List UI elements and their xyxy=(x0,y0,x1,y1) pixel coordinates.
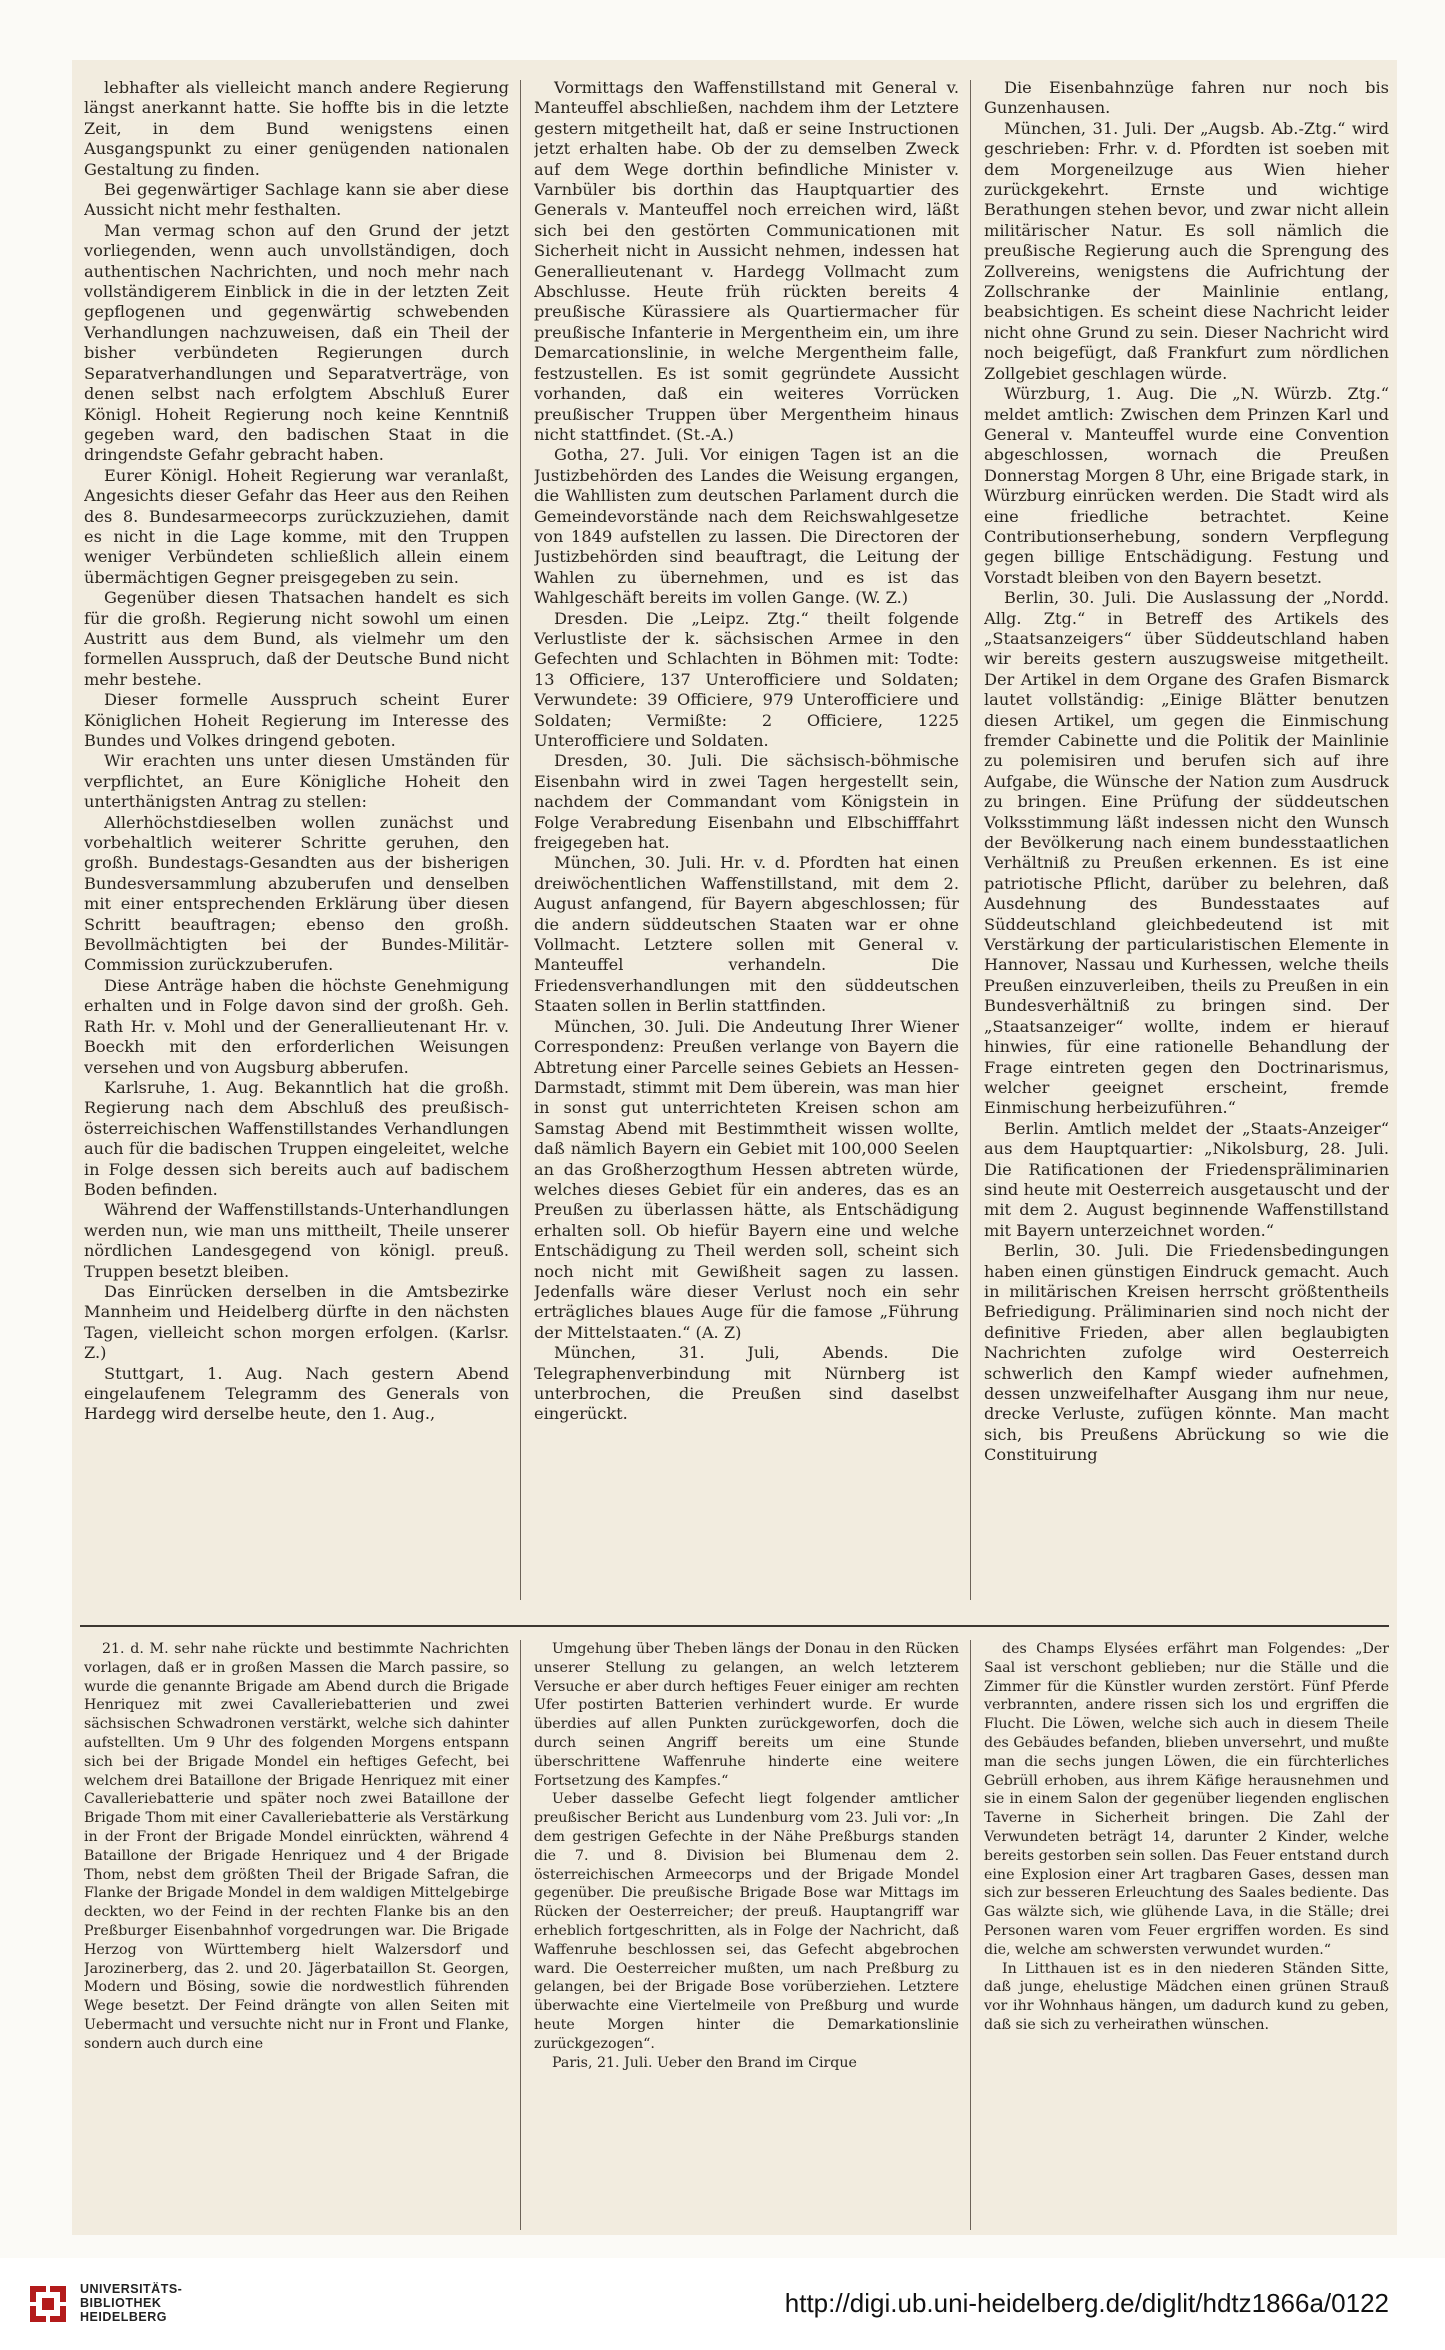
article-paragraph: Wir erachten uns unter diesen Umständen für verpflichtet, an Eure Königliche Hoheit den unterthänigsten Antrag zu stellen: xyxy=(84,751,509,812)
upper-column-1 xyxy=(84,78,509,1608)
newspaper-page xyxy=(72,60,1397,2235)
article-paragraph: München, 30. Juli. Hr. v. d. Pfordten hat einen dreiwöchentlichen Waffenstillstand, mit dem 2. August anfangend, für Bayern abgeschlossen; für die andern süddeutschen Staaten war er ohne Vollmacht. Letztere sollen mit General v. Manteuffel verhandeln. Die Friedensverhandlungen mit den süddeutschen Staaten sollen in Berlin stattfinden. xyxy=(534,853,959,1016)
article-paragraph: München, 31. Juli, Abends. Die Telegraphenverbindung mit Nürnberg ist unterbrochen, die Preußen sind daselbst eingerückt. xyxy=(534,1343,959,1424)
article-paragraph: Dresden. Die „Leipz. Ztg.“ theilt folgende Verlustliste der k. sächsischen Armee in den Gefechten und Schlachten in Böhmen mit: Todte: 13 Officiere, 137 Unterofficiere und Soldaten; Verwundete: 39 Officiere, 979 Unterofficiere und Soldaten; Vermißte: 2 Officiere, 1225 Unterofficiere und Soldaten. xyxy=(534,608,959,750)
upper-column-2 xyxy=(534,78,959,1608)
article-paragraph: Stuttgart, 1. Aug. Nach gestern Abend eingelaufenem Telegramm des Generals von Hardegg wird derselbe heute, den 1. Aug., xyxy=(84,1363,509,1424)
article-paragraph: Umgehung über Theben längs der Donau in den Rücken unserer Stellung zu gelangen, an welch letzterem Versuche er aber durch heftiges Feuer einiger am rechten Ufer postirten Batterien verhindert wurde. Er wurde überdies auf allen Punkten zurückgeworfen, doch die durch seinen Angriff bereits um eine Stunde überschrittene Waffenruhe hinderte eine weitere Fortsetzung des Kampfes.“ xyxy=(534,1641,959,1789)
library-name xyxy=(80,2282,182,2324)
column-divider xyxy=(520,1640,521,2230)
article-paragraph: Diese Anträge haben die höchste Genehmigung erhalten und in Folge davon sind der großh. Geh. Rath Hr. v. Mohl und der Generallieutenant Hr. v. Boeckh mit den erforderlichen Weisungen versehen und von Augsburg abberufen. xyxy=(84,975,509,1077)
article-paragraph: Berlin, 30. Juli. Die Friedensbedingungen haben einen günstigen Eindruck gemacht. Auch in militärischen Kreisen herrscht größtentheils Befriedigung. Präliminarien sind noch nicht der definitive Frieden, aber allen beglaubigten Nachrichten zufolge wird Oesterreich schwerlich den Kampf wieder aufnehmen, dessen unzweifelhafter Ausgang ihm nur neue, drecke Verluste, zufügen könnte. Man macht sich, bis Preußens Abrückung so wie die Constituirung xyxy=(984,1241,1389,1465)
upper-column-3 xyxy=(984,78,1389,1608)
article-paragraph: Man vermag schon auf den Grund der jetzt vorliegenden, wenn auch unvollständigen, doch authentischen Nachrichten, und noch mehr nach vollständigerem Einblick in die in der letzten Zeit gepflogenen und gegenwärtig schwebenden Verhandlungen nachzuweisen, daß ein Theil der bisher verbündeten Regierungen durch Separatverhandlungen und Separatverträge, von denen selbst nach erfolgtem Abschluß Eurer Königl. Hoheit Regierung noch keine Kenntniß gegeben ward, den badischen Staat in die dringendste Gefahr gebracht haben. xyxy=(84,220,509,465)
article-paragraph: Gegenüber diesen Thatsachen handelt es sich für die großh. Regierung nicht sowohl um einen Austritt aus dem Bund, als vielmehr um den formellen Ausspruch, daß der Deutsche Bund nicht mehr bestehe. xyxy=(84,588,509,689)
article-paragraph: Eurer Königl. Hoheit Regierung war veranlaßt, Angesichts dieser Gefahr das Heer aus den Reihen des 8. Bundesarmeecorps zurückzuziehen, damit es nicht in die Lage komme, mit den Truppen weniger Verbündeten schließlich allein einem übermächtigen Gegner preisgegeben zu sein. xyxy=(84,465,509,587)
library-name-line: BIBLIOTHEK xyxy=(80,2296,162,2310)
article-paragraph: Ueber dasselbe Gefecht liegt folgender amtlicher preußischer Bericht aus Lundenburg vom 23. Juli vor: „In dem gestrigen Gefechte in der Nähe Preßburgs standen die 7. und 8. Division bei Blumenau dem 2. österreichischen Armeecorps und der Brigade Mondel gegenüber. Die preußische Brigade Bose war Mittags im Rücken der Oesterreicher; der preuß. Hauptangriff war erheblich fortgeschritten, als in Folge der Nachricht, daß Waffenruhe beschlossen sei, das Gefecht abgebrochen ward. Die Oesterreicher mußten, um nach Preßburg zu gelangen, bei der Brigade Bose vorüberziehen. Letztere überwachte eine Viertelmeile von Preßburg und wurde heute Morgen hinter die Demarkationslinie zurückgezogen“. xyxy=(534,1791,959,2052)
article-paragraph: 21. d. M. sehr nahe rückte und bestimmte Nachrichten vorlagen, daß er in großen Massen die March passire, so wurde die genannte Brigade am Abend durch die Brigade Henriquez mit zwei Cavalleriebatterien und zwei sächsischen Schwadronen verstärkt, welche sich dahinter aufstellten. Um 9 Uhr des folgenden Morgens entspann sich bei der Brigade Mondel ein heftiges Gefecht, bei welchem drei Bataillone der Brigade Henriquez mit einer Cavalleriebatterie und später noch zwei Bataillone der Brigade Thom mit einer Cavalleriebatterie als Verstärkung in der Front der Brigade Mondel einrückten, während 4 Bataillone der Brigade Henriquez und 4 der Brigade Thom, nebst dem größten Theil der Brigade Safran, die Flanke der Brigade Mondel in dem waldigen Mittelgebirge deckten, wo der Feind in der rechten Flanke bis an den Preßburger Eisenbahnhof vorgedrungen war. Die Brigade Herzog von Württemberg hielt Walzersdorf und Jarozinerberg, das 2. und 20. Jägerbataillon St. Georgen, Modern und Bösing, sowie die nordwestlich führenden Wege besetzt. Der Feind drängte von allen Seiten mit Uebermacht und versuchte nicht nur in Front und Flanke, sondern auch durch eine xyxy=(84,1641,509,2052)
article-paragraph: Berlin, 30. Juli. Die Auslassung der „Nordd. Allg. Ztg.“ in Betreff des Artikels des „Staatsanzeigers“ über Süddeutschland haben wir bereits gestern auszugsweise mitgetheilt. Der Artikel in dem Organe des Grafen Bismarck lautet vollständig: „Einige Blätter benutzen diesen Artikel, um gegen die Einmischung fremder Cabinette und die Politik der Mainlinie zu polemisiren und berufen sich auf ihre Aufgabe, die Wünsche der Nation zum Ausdruck zu bringen. Eine Prüfung der süddeutschen Volksstimmung läßt indessen nicht den Wunsch der Bevölkerung nach einem bundesstaatlichen Verhältniß zu Preußen erkennen. Es ist eine patriotische Pflicht, darüber zu belehren, daß Ausdehnung des Bundesstaates auf Süddeutschland gleichbedeutend ist mit Verstärkung der particularistischen Elemente in Hannover, Nassau und Kurhessen, welche theils Preußen einzuverleiben, theils zu Preußen in ein Bundesverhältniß zu bringen sind. Der „Staatsanzeiger“ wollte, indem er hierauf hinwies, für eine rationelle Behandlung der Frage eintreten gegen den Doctrinarismus, welcher geeignet erscheint, fremde Einmischung herbeizuführen.“ xyxy=(984,588,1389,1118)
article-paragraph: Berlin. Amtlich meldet der „Staats-Anzeiger“ aus dem Hauptquartier: „Nikolsburg, 28. Juli. Die Ratificationen der Friedenspräliminarien sind heute mit Oesterreich ausgetauscht und der mit dem 2. August beginnende Waffenstillstand mit Bayern unterzeichnet worden.“ xyxy=(984,1118,1389,1240)
footer-bar xyxy=(0,2258,1445,2350)
article-paragraph: Während der Waffenstillstands-Unterhandlungen werden nun, wie man uns mittheilt, Theile unserer nördlichen Landesgegend von königl. preuß. Truppen besetzt bleiben. xyxy=(84,1200,509,1281)
article-paragraph: München, 30. Juli. Die Andeutung Ihrer Wiener Correspondenz: Preußen verlange von Bayern die Abtretung einer Parcelle seines Gebiets an Hessen-Darmstadt, stimmt mit Dem überein, was man hier in sonst gut unterrichteten Kreisen schon am Samstag Abend mit Bestimmtheit wissen wollte, daß nämlich Bayern ein Gebiet mit 100,000 Seelen an das Großherzogthum Hessen abtreten würde, welches dieses Gebiet für ein anderes, das es an Preußen zu überlassen hätte, als Entschädigung erhalten soll. Ob hiefür Bayern eine und welche Entschädigung zu Theil werden soll, scheint sich noch nicht mit Gewißheit sagen zu lassen. Jedenfalls wäre dieser Verlust noch ein sehr erträgliches blaues Auge für die famose „Führung der Mittelstaaten.“ (A. Z) xyxy=(534,1016,959,1342)
article-paragraph: Dresden, 30. Juli. Die sächsisch-böhmische Eisenbahn wird in zwei Tagen hergestellt sein, nachdem der Commandant vom Königstein in Folge Verabredung Eisenbahn und Elbschifffahrt freigegeben hat. xyxy=(534,751,959,853)
article-paragraph: In Litthauen ist es in den niederen Ständen Sitte, daß junge, ehelustige Mädchen einen grünen Strauß vor ihr Wohnhaus hängen, um dadurch kund zu geben, daß sie sich zu verheirathen wünschen. xyxy=(984,1960,1389,2033)
column-divider xyxy=(970,80,971,1600)
article-paragraph: Vormittags den Waffenstillstand mit General v. Manteuffel abschließen, nachdem ihm der Letztere gestern mitgetheilt hat, daß er seine Instructionen jetzt erhalten habe. Ob der zu demselben Zweck auf dem Wege dorthin befindliche Minister v. Varnbüler bis dorthin das Hauptquartier des Generals v. Manteuffel noch erreichen wird, läßt sich bei den gestörten Communicationen mit Sicherheit nicht in Aussicht nehmen, indessen hat Generallieutenant v. Hardegg Vollmacht zum Abschlusse. Heute früh rückten bereits 4 preußische Kürassiere als Quartiermacher für preußische Infanterie in Mergentheim ein, um ihre Demarcationslinie, in welche Mergentheim falle, festzustellen. Es ist somit gegründete Aussicht vorhanden, daß ein weiteres Vorrücken preußischer Truppen über Mergentheim hinaus nicht stattfindet. (St.-A.) xyxy=(534,78,959,444)
article-paragraph: München, 31. Juli. Der „Augsb. Ab.-Ztg.“ wird geschrieben: Frhr. v. d. Pfordten ist soeben mit dem Morgeneilzuge aus Wien hieher zurückgekehrt. Ernste und wichtige Berathungen stehen bevor, und zwar nicht allein militärischer Natur. Es soll nämlich die preußische Regierung auch die Sprengung des Zollvereins, wenigstens die Aufrichtung der Zollschranke der Mainlinie entlang, beabsichtigen. Es scheint diese Nachricht leider nicht ohne Grund zu sein. Dieser Nachricht wird noch beigefügt, daß Frankfurt zum nördlichen Zollgebiet geschlagen würde. xyxy=(984,118,1389,383)
library-name-line: UNIVERSITÄTS- xyxy=(80,2282,183,2296)
article-paragraph: Karlsruhe, 1. Aug. Bekanntlich hat die großh. Regierung nach dem Abschluß des preußisch-österreichischen Waffenstillstandes Verhandlungen auch für die badischen Truppen eingeleitet, welche in Folge dessen sich bereits auch auf badischem Boden befinden. xyxy=(84,1077,509,1199)
article-paragraph: Dieser formelle Ausspruch scheint Eurer Königlichen Hoheit Regierung im Interesse des Bundes und Volkes dringend geboten. xyxy=(84,690,509,750)
article-paragraph: Das Einrücken derselben in die Amtsbezirke Mannheim und Heidelberg dürfte in den nächsten Tagen, vielleicht schon morgen erfolgen. (Karlsr. Z.) xyxy=(84,1281,509,1363)
article-paragraph: Würzburg, 1. Aug. Die „N. Würzb. Ztg.“ meldet amtlich: Zwischen dem Prinzen Karl und General v. Manteuffel wurde eine Convention abgeschlossen, wornach die Preußen Donnerstag Morgen 8 Uhr, eine Brigade stark, in Würzburg einrücken werden. Die Stadt wird als eine friedliche betrachtet. Keine Contributionserhebung, sondern Verpflegung gegen billige Entschädigung. Festung und Vorstadt bleiben von den Bayern besetzt. xyxy=(984,384,1389,587)
university-logo-icon xyxy=(28,2284,68,2324)
column-divider xyxy=(970,1640,971,2230)
lower-column-2 xyxy=(534,1640,959,2230)
lower-column-1 xyxy=(84,1640,509,2230)
article-paragraph: Die Eisenbahnzüge fahren nur noch bis Gunzenhausen. xyxy=(984,78,1389,118)
article-paragraph: Bei gegenwärtiger Sachlage kann sie aber diese Aussicht nicht mehr festhalten. xyxy=(84,180,509,220)
article-paragraph: Gotha, 27. Juli. Vor einigen Tagen ist an die Justizbehörden des Landes die Weisung ergangen, die Wahllisten zum deutschen Parlament durch die Gemeindevorstände nach dem Reichswahlgesetze von 1849 aufstellen zu lassen. Die Directoren der Justizbehörden sind beauftragt, die Leitung der Wahlen zu übernehmen, und es ist das Wahlgeschäft bereits im vollen Gange. (W. Z.) xyxy=(534,445,959,608)
section-separator xyxy=(80,1625,1389,1627)
article-paragraph: des Champs Elysées erfährt man Folgendes: „Der Saal ist verschont geblieben; nur die Ställe und die Zimmer für die Künstler wurden zerstört. Fünf Pferde verbrannten, andere rissen sich los und ergriffen die Flucht. Die Löwen, welche sich auch in diesem Theile des Gebäudes befanden, blieben unversehrt, und mußte man die sechs jungen Löwen, die ein fürchterliches Gebrüll erhoben, aus ihrem Käfige herausnehmen und sie in einem Salon der gegenüber liegenden englischen Taverne in Sicherheit bringen. Die Zahl der Verwundeten beträgt 14, darunter 2 Kinder, welche bereits gestorben sein sollen. Das Feuer entstand durch eine Explosion einer Art tragbaren Gases, dessen man sich zur besseren Erleuchtung des Saales bediente. Das Gas wälzte sich, wie glühende Lava, in die Ställe; drei Personen waren vom Feuer ergriffen worden. Es sind die, welche am schwersten verwundet wurden.“ xyxy=(984,1641,1389,1958)
library-name-line: HEIDELBERG xyxy=(80,2310,167,2324)
article-paragraph: Allerhöchstdieselben wollen zunächst und vorbehaltlich weiterer Schritte geruhen, den großh. Bundestags-Gesandten aus der bisherigen Bundesversammlung abzuberufen und denselben mit einer entsprechenden Erklärung über diesen Schritt beauftragen; ebenso den großh. Bevollmächtigten bei der Bundes-Militär-Commission zurückzuberufen. xyxy=(84,812,509,975)
source-url[interactable]: http://digi.ub.uni-heidelberg.de/diglit/hdtz1866a/0122 xyxy=(784,2288,1389,2318)
lower-column-3 xyxy=(984,1640,1389,2230)
article-paragraph: Paris, 21. Juli. Ueber den Brand im Cirque xyxy=(552,2054,857,2071)
column-divider xyxy=(520,80,521,1600)
article-paragraph: lebhafter als vielleicht manch andere Regierung längst anerkannt hatte. Sie hoffte bis in die letzte Zeit, in dem Bund wenigstens einen Ausgangspunkt zu einer genügenden nationalen Gestaltung zu finden. xyxy=(84,78,509,179)
